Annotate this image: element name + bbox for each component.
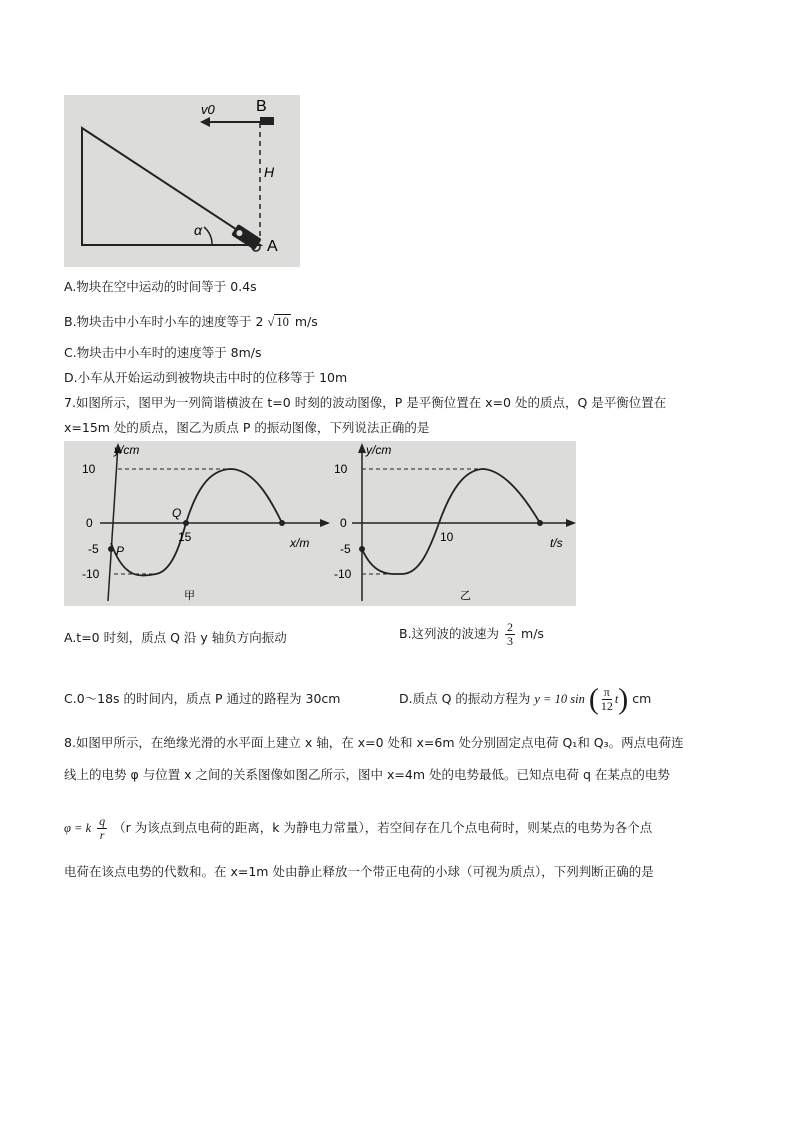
yi-caption: 乙 xyxy=(460,590,471,602)
wave-graphs-figure xyxy=(64,441,576,606)
q7-option-a: A.t=0 时刻，质点 Q 沿 y 轴负方向振动 xyxy=(64,630,287,645)
v0-label: v0 xyxy=(201,102,215,117)
jia-y10: 10 xyxy=(82,462,96,476)
yi-ym5: -5 xyxy=(340,542,351,556)
angle-arc xyxy=(204,227,212,245)
q7-option-c: C.0～18s 的时间内，质点 P 通过的路程为 30cm xyxy=(64,691,341,706)
q8-line-3 xyxy=(64,810,652,846)
jia-xlabel: x/m xyxy=(290,536,310,550)
cart-on-incline xyxy=(231,224,262,250)
q7-option-b-den: 3 xyxy=(507,634,514,648)
q7-stem-line-1: 7.如图所示，图甲为一列简谐横波在 t=0 时刻的波动图像，P 是平衡位置在 x=0 处的质点，Q 是平衡位置在 xyxy=(64,395,667,410)
jia-ym10: -10 xyxy=(82,567,100,581)
point-p xyxy=(108,546,114,552)
jia-ylabel: y/cm xyxy=(114,443,140,457)
wave-graphs xyxy=(64,441,576,606)
point-q xyxy=(183,520,189,526)
q6-option-c: C.物块击中小车时的速度等于 8m/s xyxy=(64,345,262,360)
q7-option-d-num: π xyxy=(603,685,610,699)
graph-yi xyxy=(334,443,576,602)
incline-triangle xyxy=(82,128,260,245)
height-label: H xyxy=(264,164,275,180)
velocity-arrowhead xyxy=(200,117,210,127)
jia-ym5: -5 xyxy=(88,542,99,556)
incline-diagram xyxy=(64,95,300,267)
left-paren: ( xyxy=(588,682,599,716)
incline-figure xyxy=(64,95,300,267)
q7-option-b xyxy=(399,621,544,648)
yi-end-point xyxy=(537,520,543,526)
q7-option-d-text: D.质点 Q 的振动方程为 xyxy=(399,691,531,706)
jia-y0: 0 xyxy=(86,516,93,530)
sqrt-symbol: √ xyxy=(267,315,275,329)
q8-line-2: 线上的电势 φ 与位置 x 之间的关系图像如图乙所示，图中 x=4m 处的电势最低。已知点电荷 q 在某点的电势 xyxy=(64,767,670,782)
q8-line-3-text: （r 为该点到点电荷的距离，k 为静电力常量），若空间存在几个点电荷时，则某点的电势为各个点 xyxy=(113,820,653,835)
q7-option-b-text: B.这列波的波速为 xyxy=(399,626,500,641)
yi-y10: 10 xyxy=(334,462,348,476)
q7-stem-line-2: x=15m 处的质点，图乙为质点 P 的振动图像，下列说法正确的是 xyxy=(64,420,430,435)
point-a-label: A xyxy=(267,238,278,255)
q8-formula-lhs: φ = k xyxy=(64,821,92,835)
yi-ylabel: y/cm xyxy=(366,443,392,457)
point-b-label: B xyxy=(256,98,267,115)
jia-x15: 15 xyxy=(178,530,192,544)
sqrt-radicand: 10 xyxy=(276,315,289,329)
q7-option-b-fraction xyxy=(505,621,515,648)
q7-option-b-unit: m/s xyxy=(521,626,544,641)
q7-option-d-fraction xyxy=(601,686,613,713)
jia-wave-curve xyxy=(111,469,282,575)
q7-option-d xyxy=(399,678,651,720)
yi-y0: 0 xyxy=(340,516,347,530)
yi-x10: 10 xyxy=(440,530,454,544)
angle-label: α xyxy=(194,222,202,238)
q6-option-b-text: B.物块击中小车时小车的速度等于 2 xyxy=(64,314,264,329)
q6-option-a: A.物块在空中运动的时间等于 0.4s xyxy=(64,279,257,294)
q7-option-d-t: t xyxy=(614,692,619,706)
q8-formula-num: q xyxy=(99,814,106,828)
right-paren: ) xyxy=(618,682,629,716)
jia-p-label: P xyxy=(116,544,125,558)
yi-vibration-curve xyxy=(362,469,540,574)
jia-caption: 甲 xyxy=(184,590,195,602)
q7-option-d-den: 12 xyxy=(600,699,613,713)
q6-option-b xyxy=(64,313,318,331)
q7-option-d-lhs: y = 10 sin xyxy=(534,692,585,706)
q8-formula-den: r xyxy=(99,828,105,842)
graph-jia xyxy=(82,443,330,602)
q6-option-b-unit: m/s xyxy=(294,314,318,329)
q8-line-1: 8.如图甲所示，在绝缘光滑的水平面上建立 x 轴，在 x=0 处和 x=6m 处分别固定点电荷 Q₁和 Q₃。两点电荷连 xyxy=(64,735,684,750)
block-b xyxy=(260,117,274,125)
q8-formula-fraction xyxy=(97,815,107,842)
yi-ym10: -10 xyxy=(334,567,352,581)
q6-option-d: D.小车从开始运动到被物块击中时的位移等于 10m xyxy=(64,370,348,385)
jia-end-point xyxy=(279,520,285,526)
q7-option-d-unit: cm xyxy=(632,691,652,706)
q8-line-4: 电荷在该点电势的代数和。在 x=1m 处由静止释放一个带正电荷的小球（可视为质点），下列判断正确的是 xyxy=(64,864,654,879)
q7-option-b-num: 2 xyxy=(507,620,514,634)
jia-q-label: Q xyxy=(172,506,182,520)
yi-start-point xyxy=(359,546,365,552)
yi-xlabel: t/s xyxy=(550,536,563,550)
